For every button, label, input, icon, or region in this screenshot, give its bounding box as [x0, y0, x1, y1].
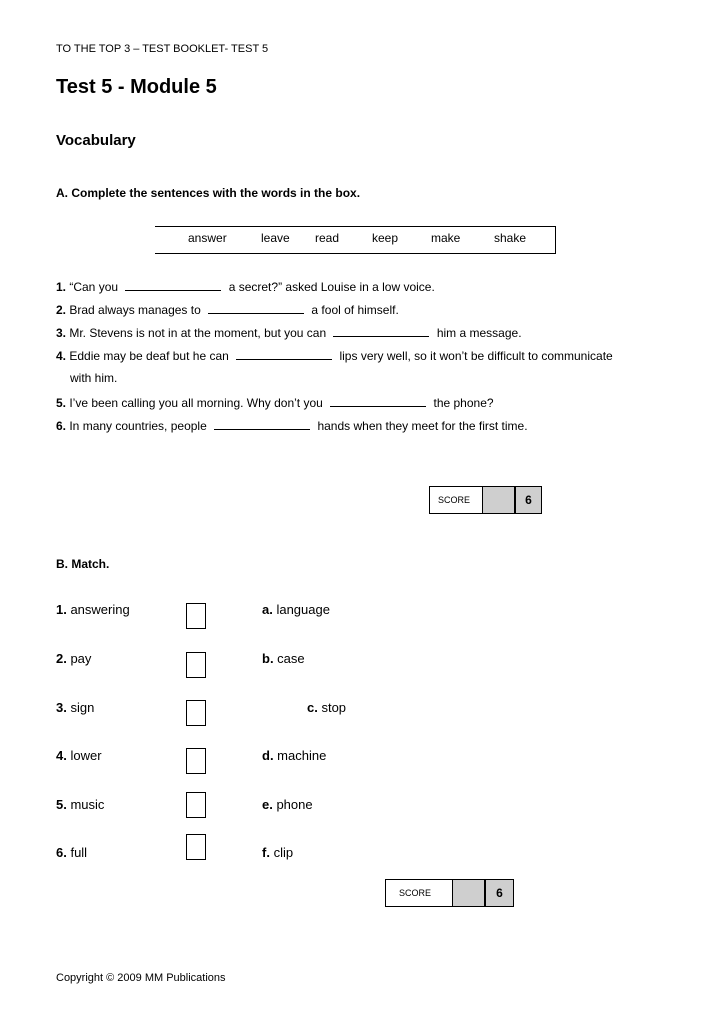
word-box-item: keep — [372, 231, 399, 245]
part-a-instruction: A. Complete the sentences with the words in the box. — [56, 186, 361, 200]
score-label: SCORE — [399, 888, 432, 898]
answer-blank[interactable] — [214, 418, 310, 430]
score-input[interactable] — [452, 880, 485, 906]
answer-box[interactable] — [186, 792, 206, 818]
answer-blank[interactable] — [208, 302, 304, 314]
answer-blank[interactable] — [333, 325, 429, 337]
match-right-item: e. phone — [262, 797, 313, 812]
section-title: Vocabulary — [56, 132, 136, 149]
answer-box[interactable] — [186, 748, 206, 774]
page-header: TO THE TOP 3 – TEST BOOKLET- TEST 5 — [56, 43, 269, 55]
word-box-item: answer — [188, 231, 227, 245]
match-left-item: 4. lower — [56, 748, 102, 763]
score-total: 6 — [485, 880, 513, 906]
word-box-item: read — [315, 231, 340, 245]
answer-box[interactable] — [186, 652, 206, 678]
sentence-2: 2. Brad always manages to a fool of himself. — [56, 303, 399, 317]
match-left-item: 2. pay — [56, 651, 92, 666]
match-left-item: 6. full — [56, 845, 88, 860]
score-box-b — [385, 879, 514, 907]
answer-box[interactable] — [186, 834, 206, 860]
sentence-4-continued: with him. — [70, 371, 118, 385]
sentence-6: 6. In many countries, people hands when they meet for the first time. — [56, 419, 528, 433]
score-input[interactable] — [482, 487, 515, 513]
sentence-4: 4. Eddie may be deaf but he can lips very well, so it won’t be difficult to communicate — [56, 349, 613, 363]
score-total: 6 — [515, 487, 541, 513]
word-box — [155, 226, 556, 254]
answer-blank[interactable] — [330, 395, 426, 407]
match-left-item: 5. music — [56, 797, 105, 812]
answer-box[interactable] — [186, 700, 206, 726]
word-box-item: make — [431, 231, 461, 245]
match-right-item: f. clip — [262, 845, 294, 860]
answer-box[interactable] — [186, 603, 206, 629]
match-right-item: d. machine — [262, 748, 327, 763]
part-b-instruction: B. Match. — [56, 557, 110, 571]
answer-blank[interactable] — [236, 348, 332, 360]
page-title: Test 5 - Module 5 — [56, 76, 217, 98]
score-box-a — [429, 486, 542, 514]
word-box-item: leave — [261, 231, 290, 245]
match-right-item: c. stop — [307, 700, 347, 715]
score-label: SCORE — [438, 495, 471, 505]
match-right-item: a. language — [262, 602, 330, 617]
word-box-item: shake — [494, 231, 527, 245]
sentence-3: 3. Mr. Stevens is not in at the moment, but you can him a message. — [56, 326, 522, 340]
answer-blank[interactable] — [125, 279, 221, 291]
copyright-footer: Copyright © 2009 MM Publications — [56, 972, 226, 984]
match-right-item: b. case — [262, 651, 305, 666]
match-left-item: 1. answering — [56, 602, 130, 617]
sentence-5: 5. I’ve been calling you all morning. Why don’t you the phone? — [56, 396, 494, 410]
match-left-item: 3. sign — [56, 700, 95, 715]
sentence-1: 1. “Can you a secret?” asked Louise in a low voice. — [56, 280, 435, 294]
